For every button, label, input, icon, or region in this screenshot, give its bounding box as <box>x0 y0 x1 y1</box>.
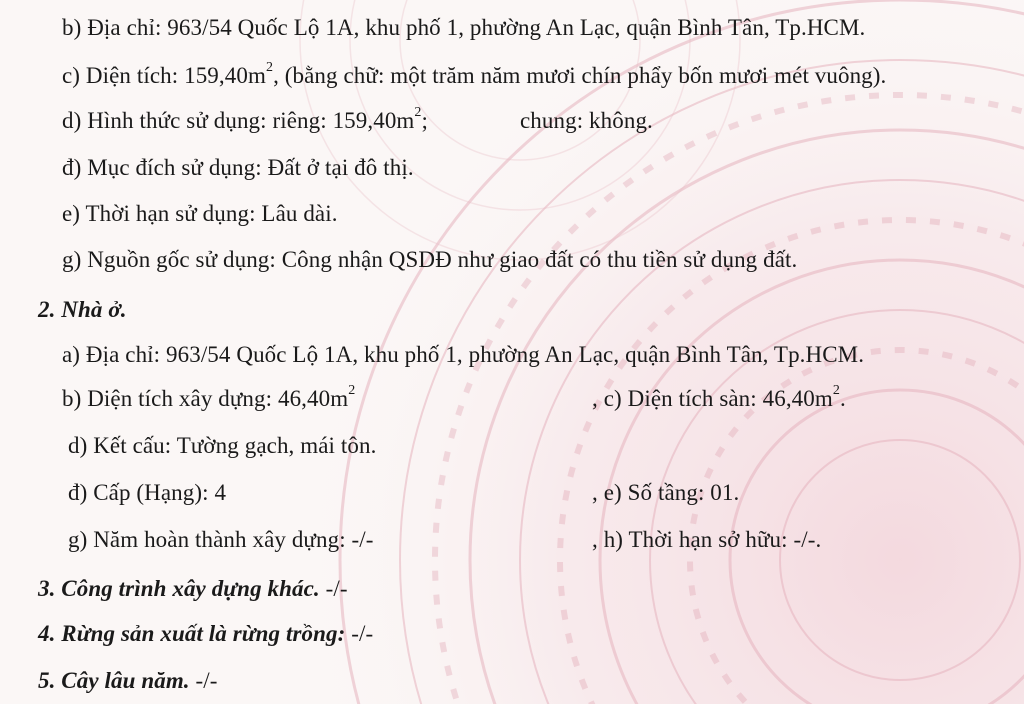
house-completion-year: g) Năm hoàn thành xây dựng: -/- <box>68 527 374 552</box>
house-heading: 2. Nhà ở. <box>38 297 127 322</box>
land-usage-private: d) Hình thức sử dụng: riêng: 159,40m <box>62 108 415 133</box>
house-build-area-text: b) Diện tích xây dựng: 46,40m <box>62 386 349 411</box>
land-area-superscript: 2 <box>265 60 274 76</box>
house-build-area-superscript: 2 <box>348 383 356 399</box>
house-floor-area-superscript: 2 <box>832 383 840 399</box>
perennial-trees-value: -/- <box>189 668 218 693</box>
house-build-area <box>62 385 355 413</box>
other-construction-heading: 3. Công trình xây dựng khác. <box>38 576 320 601</box>
land-purpose: đ) Mục đích sử dụng: Đất ở tại đô thị. <box>62 155 414 180</box>
other-construction <box>38 575 348 603</box>
land-usage-separator: ; <box>421 108 429 133</box>
land-usage-form <box>62 107 428 135</box>
house-grade: đ) Cấp (Hạng): 4 <box>68 480 227 505</box>
land-area-in-words: , (bằng chữ: một trăm năm mươi chín phẩy bốn mươi mét vuông). <box>273 63 887 88</box>
house-floor-area-text: , c) Diện tích sàn: 46,40m <box>592 386 833 411</box>
production-forest-value: -/- <box>345 621 374 646</box>
land-address: b) Địa chỉ: 963/54 Quốc Lộ 1A, khu phố 1, phường An Lạc, quận Bình Tân, Tp.HCM. <box>62 15 866 40</box>
house-floor-area-period: . <box>839 386 846 411</box>
land-area-text: c) Diện tích: 159,40m <box>62 63 266 88</box>
land-usage-superscript: 2 <box>414 105 422 121</box>
land-origin: g) Nguồn gốc sử dụng: Công nhận QSDĐ như giao đất có thu tiền sử dụng đất. <box>62 247 798 272</box>
land-duration: e) Thời hạn sử dụng: Lâu dài. <box>62 201 338 226</box>
perennial-trees-heading: 5. Cây lâu năm. <box>38 668 190 693</box>
production-forest <box>38 620 373 648</box>
other-construction-value: -/- <box>319 576 348 601</box>
house-structure: d) Kết cấu: Tường gạch, mái tôn. <box>68 433 377 458</box>
land-usage-common: chung: không. <box>520 108 653 133</box>
house-floor-area <box>592 385 846 413</box>
production-forest-heading: 4. Rừng sản xuất là rừng trồng: <box>38 621 346 646</box>
land-area <box>62 62 886 90</box>
house-floors: , e) Số tầng: 01. <box>592 480 740 505</box>
house-ownership-term: , h) Thời hạn sở hữu: -/-. <box>592 527 822 552</box>
house-address: a) Địa chỉ: 963/54 Quốc Lộ 1A, khu phố 1, phường An Lạc, quận Bình Tân, Tp.HCM. <box>62 342 865 367</box>
perennial-trees <box>38 667 218 695</box>
